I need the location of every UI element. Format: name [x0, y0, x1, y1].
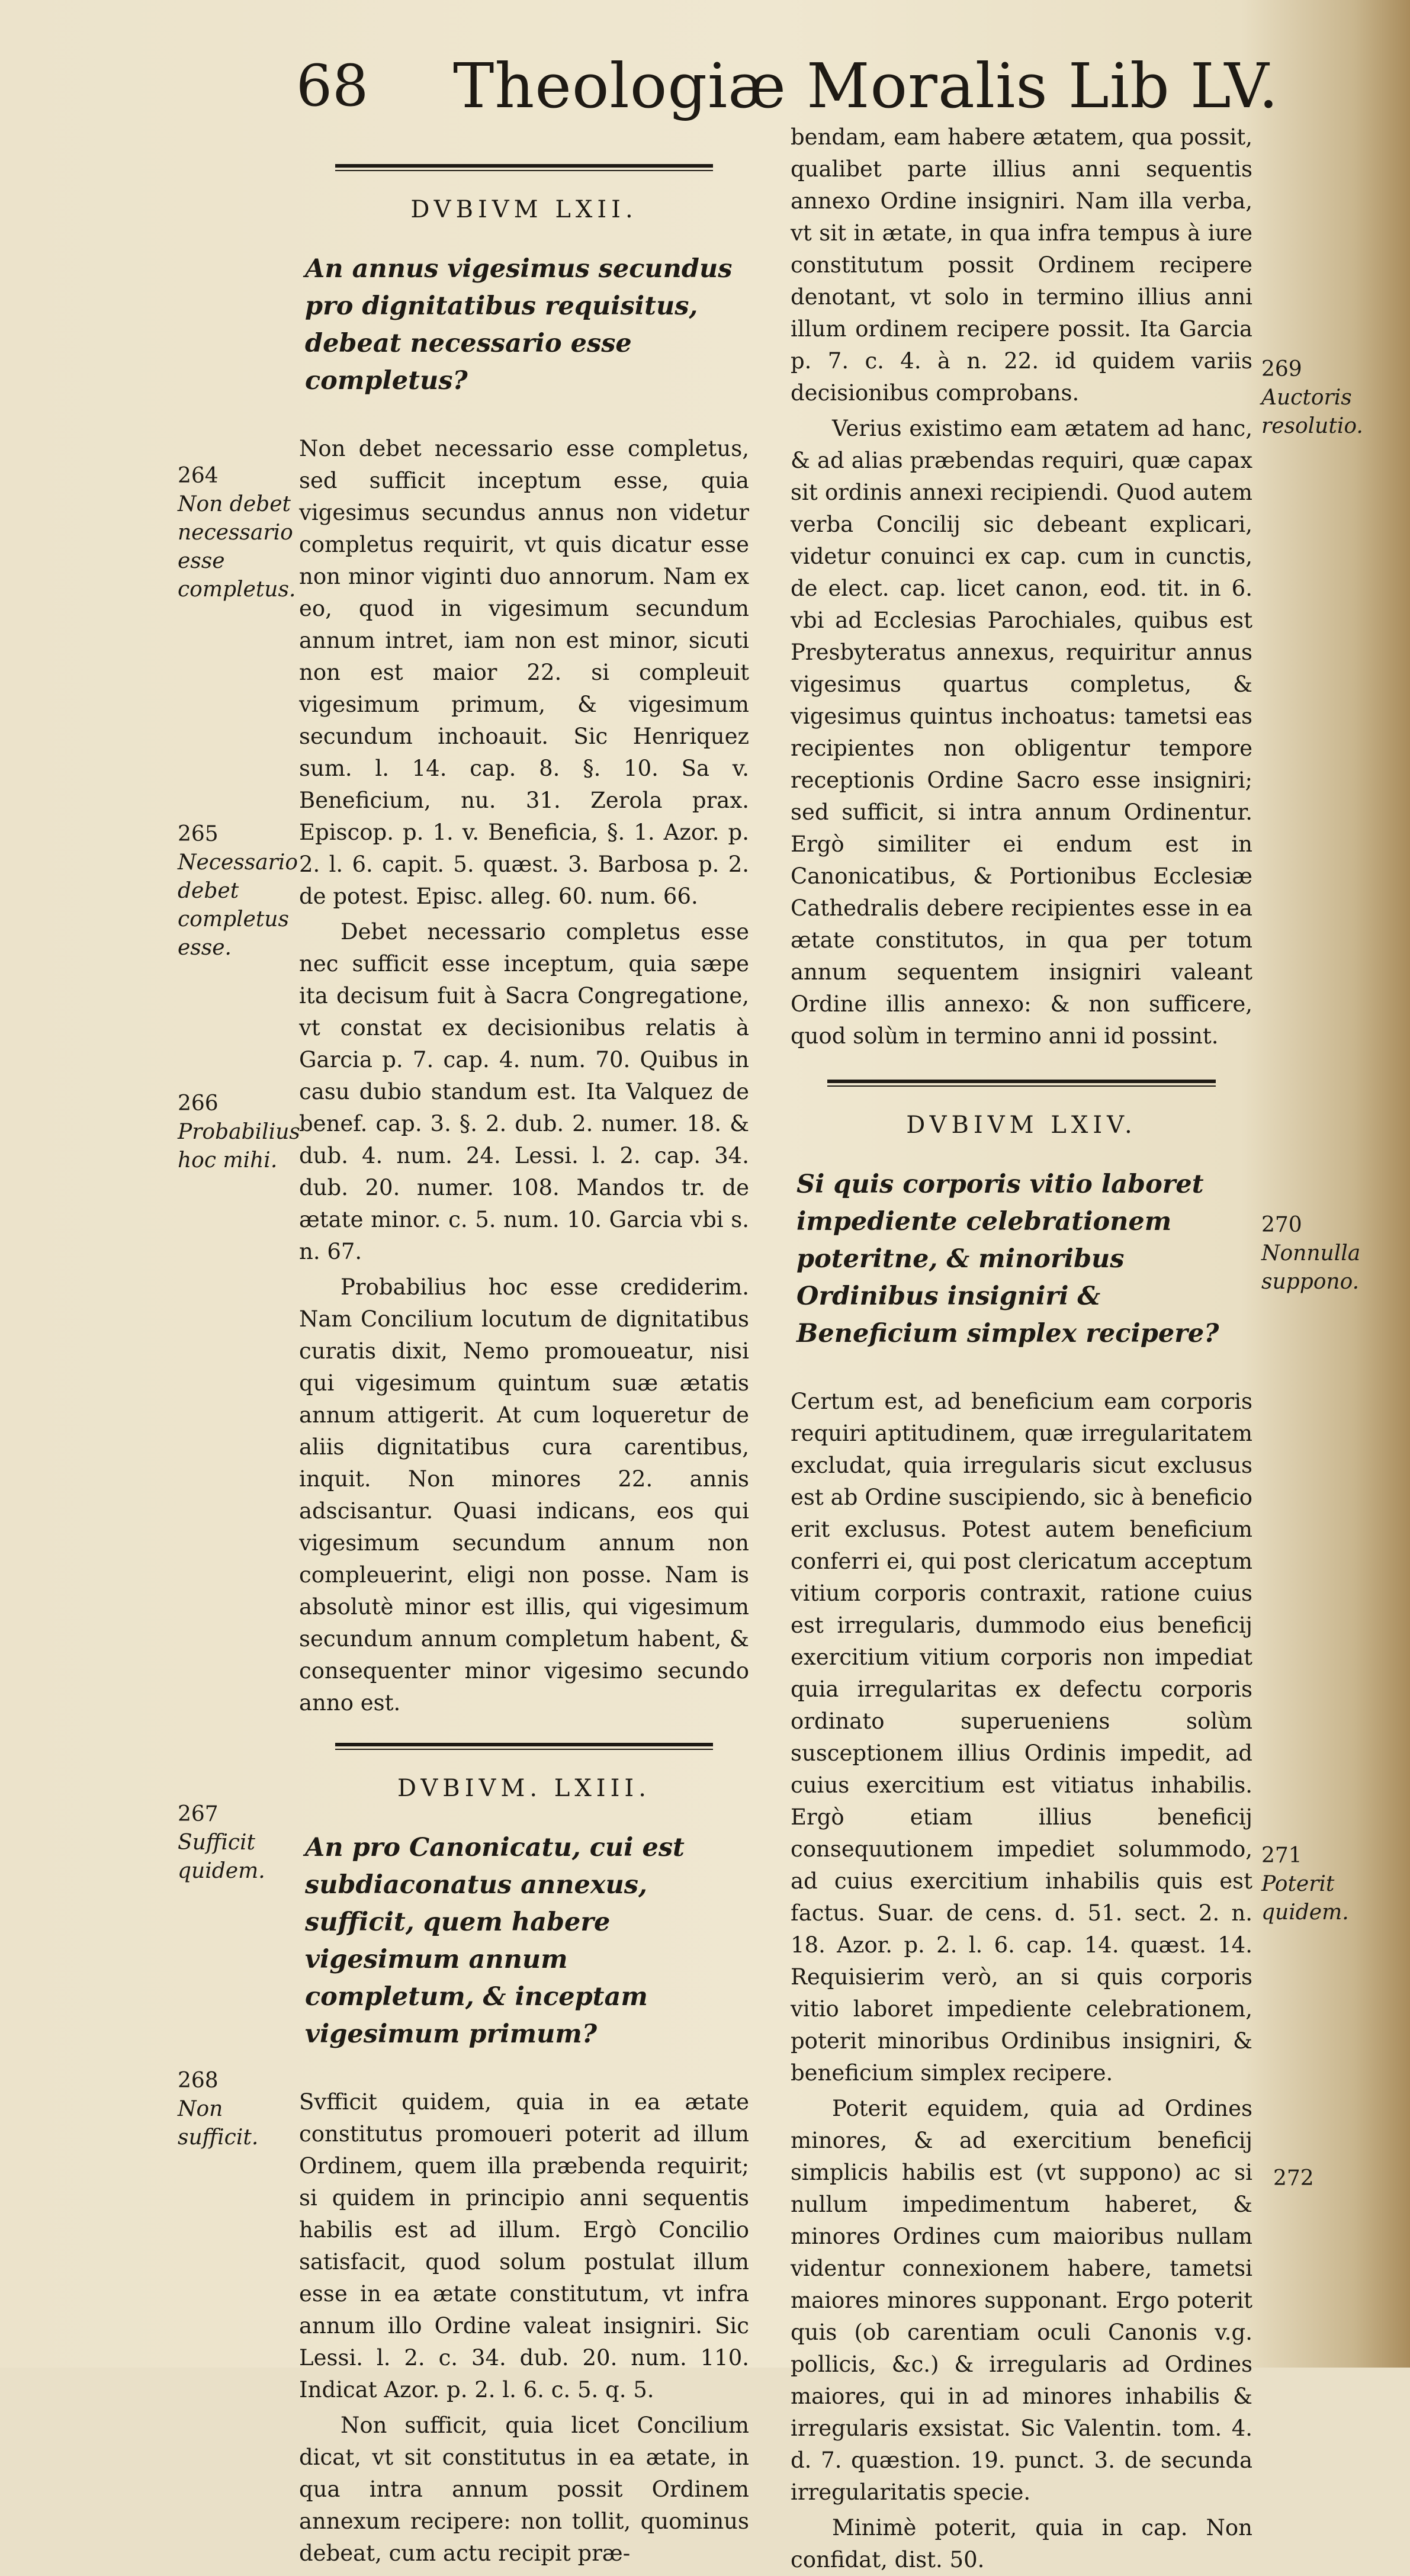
paragraph-269: Verius existimo eam ætatem ad hanc, & ad alias præbendas requiri, quæ capax sit ordinis annexi recipiendi. Quod autem verba Concilij sic debeant explicari, videtur conuinci ex cap. cum in cunctis, de elect. cap. licet canon, eod. tit. in 6. vbi ad Ecclesias Parochiales, quibus est Presbyteratus annexus, requiritur annus vigesimus quartus completus, & vigesimus quintus inchoatus: tametsi eas recipientes non obligentur tempore receptionis Ordine Sacro esse insigniri; sed sufficit, si intra annum Ordinentur. Ergò similiter ei endum est in Canonicatibus, & Portionibus Ecclesiæ Cathedralis debere recipientes esse in ea ætate constitutos, in qua per totum annum sequentem insigniri valeant Ordine illis annexo: & non sufficere, quod solùm in termino anni id possint.	[791, 416, 1252, 1049]
margin-note-270	[1261, 1211, 1380, 1296]
page-number: 68	[296, 53, 369, 119]
ornamental-rule	[791, 1076, 1252, 1091]
margin-note-266	[178, 1090, 299, 1175]
margin-text: Non sufficit.	[178, 2097, 259, 2150]
running-title: Theologiæ Moralis Lib LV.	[453, 50, 1279, 122]
margin-text: Sufficit quidem.	[178, 1830, 265, 1883]
margin-number: 267	[178, 1802, 219, 1826]
dubium-64-heading: DVBIVM LXIV.	[906, 1112, 1137, 1139]
paragraph-267: Svfficit quidem, quia in ea ætate constitutus promoueri poterit ad illum Ordinem, quem illa præbenda requirit; si quidem in principio anni sequentis habilis est ad illum. Ergò Concilio satisfacit, quod solum postulat illum esse in ea ætate constitutum, vt infra annum illo Ordine valeat insigniri. Sic Lessi. l. 2. c. 34. dub. 20. num. 110. Indicat Azor. p. 2. l. 6. c. 5. q. 5.	[299, 2089, 749, 2402]
ornamental-rule	[299, 1739, 749, 1755]
margin-text: Poterit quidem.	[1261, 1872, 1349, 1925]
margin-note-268	[178, 2067, 299, 2152]
continuation-paragraph: bendam, eam habere ætatem, qua possit, qualibet parte illius anni sequentis annexo Ordine insigniri. Nam illa verba, vt sit in ætate, in qua infra tempus à iure constitutum possit Ordinem recipere denotant, vt solo in termino illius anni illum ordinem recipere possit. Ita Garcia p. 7. c. 4. à n. 22. id quidem variis decisionibus comprobans.	[791, 124, 1252, 406]
margin-number: 270	[1261, 1213, 1302, 1237]
margin-number: 272	[1273, 2166, 1314, 2190]
margin-number: 271	[1261, 1843, 1302, 1868]
margin-note-267	[178, 1800, 299, 1886]
paragraph-266: Probabilius hoc esse crediderim. Nam Concilium locutum de dignitatibus curatis dixit, Nemo promoueatur, nisi qui vigesimum quintum suæ ætatis annum attigerit. At cum loqueretur de aliis dignitatibus cura carentibus, inquit. Non minores 22. annis adscisantur. Quasi indicans, eos qui vigesimum secundum annum non compleuerint, eligi non posse. Nam is absolutè minor est illis, qui vigesimum secundum annum completum habent, & consequenter minor vigesimo secundo anno est.	[299, 1274, 749, 1716]
margin-text: Auctoris resolutio.	[1261, 386, 1363, 438]
dubium-62-question: An annus vigesimus secundus pro dignitatibus requisitus, debeat necessario esse completus?	[305, 254, 733, 396]
paragraph-265: Debet necessario completus esse nec sufficit esse inceptum, quia sæpe ita decisum fuit à Sacra Congregatione, vt constat ex decisionibus relatis à Garcia p. 7. cap. 4. num. 70. Quibus in casu dubio standum est. Ita Valquez de benef. cap. 3. §. 2. dub. 2. numer. 18. & dub. 4. num. 24. Lessi. l. 2. cap. 34. dub. 20. numer. 108. Mandos tr. de ætate minor. c. 5. num. 10. Garcia vbi s. n. 67.	[299, 919, 749, 1264]
margin-text: Nonnulla suppono.	[1261, 1241, 1361, 1294]
margin-note-269	[1261, 355, 1380, 441]
dubium-63-heading: DVBIVM. LXIII.	[397, 1775, 651, 1802]
margin-number: 265	[178, 822, 219, 846]
margin-note-271	[1261, 1842, 1380, 1927]
left-column	[299, 151, 749, 2569]
margin-text: Non debet necessario esse completus.	[178, 492, 296, 602]
margin-note-265	[178, 820, 299, 962]
dubium-62-heading: DVBIVM LXII.	[410, 196, 638, 223]
paragraph-264: Non debet necessario esse completus, sed sufficit inceptum esse, quia vigesimus secundus annus non videtur completus requirit, vt quis dicatur esse non minor viginti duo annorum. Nam ex eo, quod in vigesimum secundum annum intret, iam non est minor, sicuti non est maior 22. si compleuit vigesimum primum, & vigesimum secundum inchoauit. Sic Henriquez sum. l. 14. cap. 8. §. 10. Sa v. Beneficium, nu. 31. Zerola prax. Episcop. p. 1. v. Beneficia, §. 1. Azor. p. 2. l. 6. capit. 5. quæst. 3. Barbosa p. 2. de potest. Episc. alleg. 60. num. 66.	[299, 436, 749, 909]
margin-note-272	[1273, 2164, 1392, 2193]
right-column	[791, 121, 1252, 2576]
paragraph-268: Non sufficit, quia licet Concilium dicat, vt sit constitutus in ea ætate, in qua intra annum possit Ordinem annexum recipere: non tollit, quominus debeat, cum actu recipit præ-	[299, 2413, 749, 2566]
paragraph-271: Poterit equidem, quia ad Ordines minores, & ad exercitium beneficij simplicis habilis est (vt suppono) ac si nullum impedimentum haberet, & minores Ordines cum maioribus nullam videntur connexionem habere, tametsi maiores minores supponant. Ergo poterit quis (ob carentiam oculi Canonis v.g. pollicis, &c.) & irregularis ad Ordines maiores, qui in ad minores inhabilis & irregularis exsistat. Sic Valentin. tom. 4. d. 7. quæstion. 19. punct. 3. de secunda irregularitatis specie.	[791, 2096, 1252, 2505]
margin-text: Probabilius hoc mihi.	[178, 1120, 300, 1173]
paragraph-272: Minimè poterit, quia in cap. Non confidat, dist. 50.	[791, 2515, 1252, 2572]
dubium-63-question: An pro Canonicatu, cui est subdiaconatus annexus, sufficit, quem habere vigesimum annum completum, & inceptam vigesimum primum?	[305, 1833, 685, 2049]
margin-number: 264	[178, 464, 219, 488]
margin-note-264	[178, 462, 299, 604]
margin-text: Necessario debet completus esse.	[178, 850, 298, 960]
paragraph-270: Certum est, ad beneficium eam corporis requiri aptitudinem, quæ irregularitatem excludat, quia irregularis sicut exclusus est ab Ordine suscipiendo, sic à beneficio erit exclusus. Potest autem beneficium conferri ei, qui post clericatum acceptum vitium corporis contraxit, ratione cuius est irregularis, dummodo eius beneficij exercitium vitium corporis non impediat quia irregularitas ex defectu corporis ordinato superueniens solùm susceptionem illius Ordinis impedit, ad cuius exercitium est vitiatus inhabilis. Ergò etiam illius beneficij consequutionem impediet solummodo, ad cuius exercitium inhabilis quis est factus. Suar. de cens. d. 51. sect. 2. n. 18. Azor. p. 2. l. 6. cap. 14. quæst. 14. Requisierim verò, an si quis corporis vitio laboret impediente celebrationem, poterit minoribus Ordinibus insigniri, & beneficium simplex recipere.	[791, 1389, 1252, 2086]
dubium-64-question: Si quis corporis vitio laboret impediente celebrationem poteritne, & minoribus Ordinibus insigniri & Beneficium simplex recipere?	[796, 1170, 1219, 1348]
margin-number: 266	[178, 1091, 219, 1116]
margin-number: 268	[178, 2068, 219, 2093]
ornamental-rule	[299, 160, 749, 176]
page-header	[296, 50, 1279, 122]
margin-number: 269	[1261, 357, 1302, 381]
